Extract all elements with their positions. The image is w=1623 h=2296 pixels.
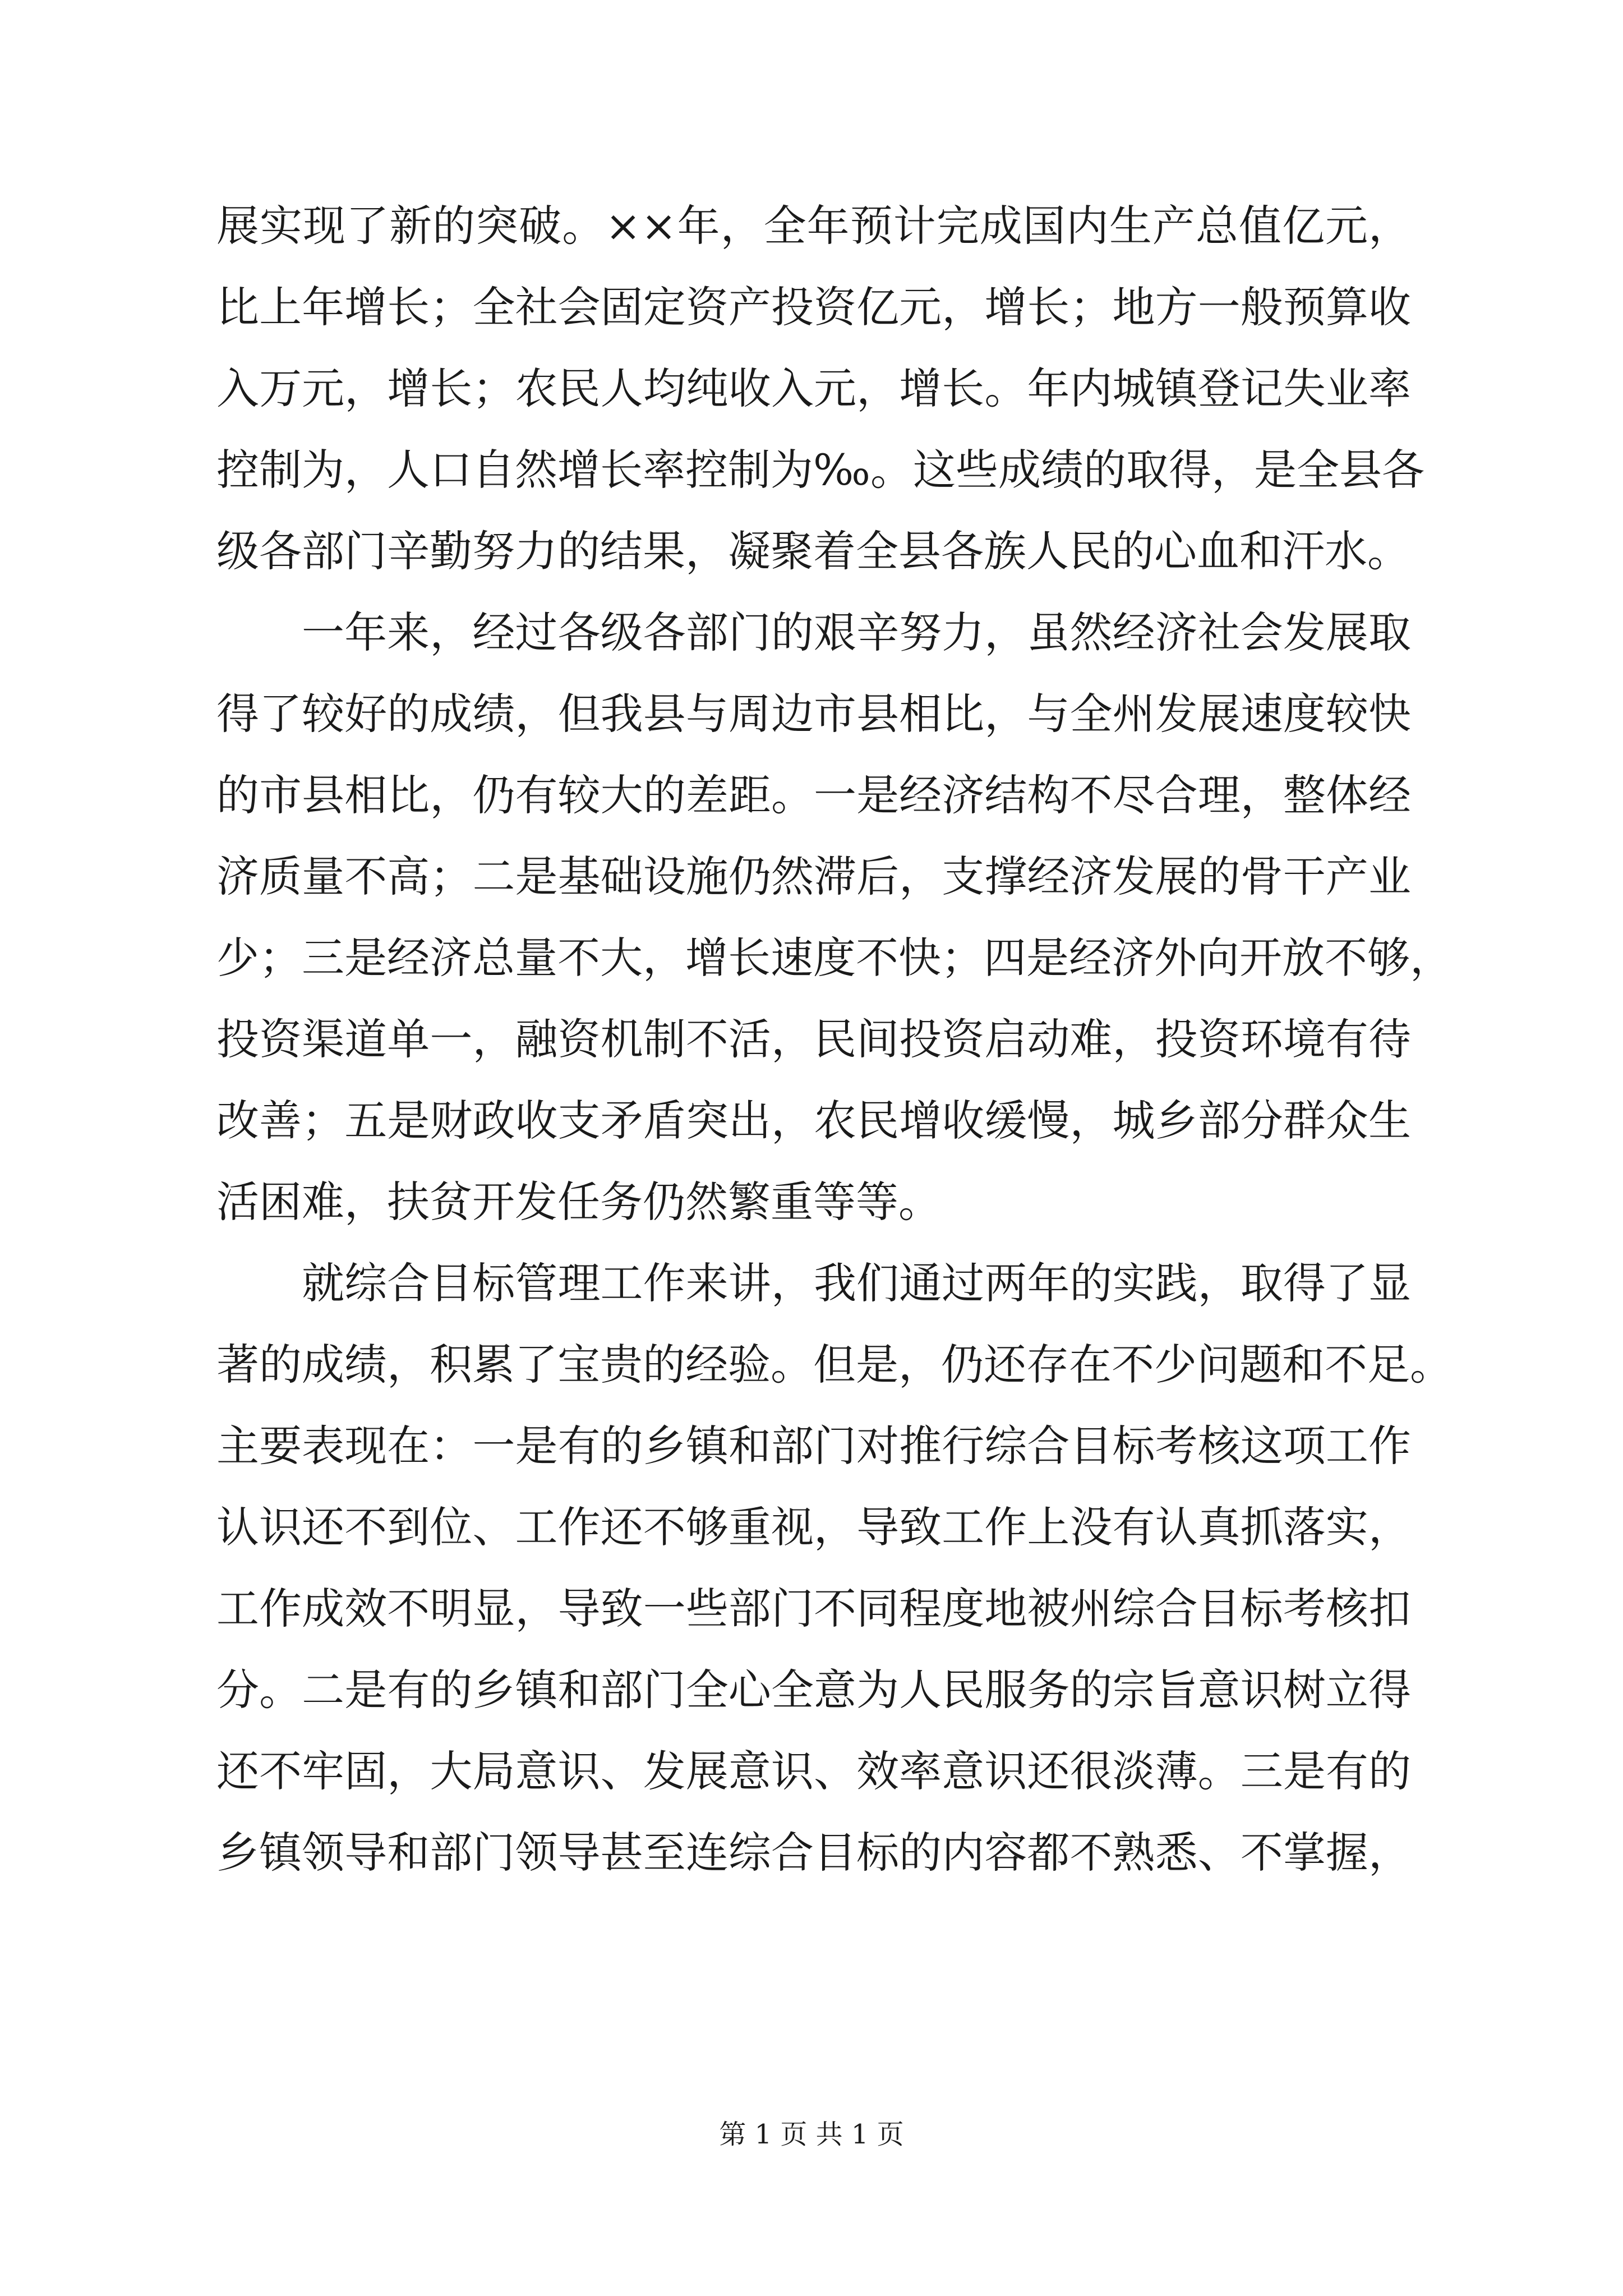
text-line: 级各部门辛勤努力的结果，凝聚着全县各族人民的心血和汗水。 <box>216 526 1410 576</box>
document-body <box>216 185 1453 1893</box>
text-line: 比上年增长；全社会固定资产投资亿元，增长；地方一般预算收 <box>216 282 1411 332</box>
text-line: 济质量不高；二是基础设施仍然滞后，支撑经济发展的骨干产业 <box>216 852 1411 901</box>
text-line: 少；三是经济总量不大，增长速度不快；四是经济外向开放不够， <box>216 933 1453 983</box>
text-line: 工作成效不明显，导致一些部门不同程度地被州综合目标考核扣 <box>216 1584 1411 1634</box>
text-line: 一年来，经过各级各部门的艰辛努力，虽然经济社会发展取 <box>302 608 1411 657</box>
text-line: 得了较好的成绩，但我县与周边市县相比，与全州发展速度较快 <box>216 689 1411 739</box>
text-line: 控制为，人口自然增长率控制为‰。这些成绩的取得，是全县各 <box>216 445 1424 495</box>
text-line: 改善；五是财政收支矛盾突出，农民增收缓慢，城乡部分群众生 <box>216 1096 1411 1145</box>
text-line: 主要表现在：一是有的乡镇和部门对推行综合目标考核这项工作 <box>216 1421 1411 1471</box>
text-line: 乡镇领导和部门领导甚至连综合目标的内容都不熟悉、不掌握， <box>216 1828 1411 1878</box>
page-footer: 第 1 页 共 1 页 <box>719 2119 904 2150</box>
text-line: 展实现了新的突破。××年，全年预计完成国内生产总值亿元， <box>216 201 1411 251</box>
text-line: 投资渠道单一，融资机制不活，民间投资启动难，投资环境有待 <box>216 1014 1411 1064</box>
text-line: 认识还不到位、工作还不够重视，导致工作上没有认真抓落实， <box>216 1502 1411 1552</box>
text-line: 入万元，增长；农民人均纯收入元，增长。年内城镇登记失业率 <box>216 364 1411 413</box>
text-line: 就综合目标管理工作来讲，我们通过两年的实践，取得了显 <box>302 1258 1411 1308</box>
text-line: 分。二是有的乡镇和部门全心全意为人民服务的宗旨意识树立得 <box>216 1665 1411 1715</box>
text-line: 活困难，扶贫开发任务仍然繁重等等。 <box>216 1177 941 1227</box>
text-line: 还不牢固，大局意识、发展意识、效率意识还很淡薄。三是有的 <box>216 1746 1411 1796</box>
text-line: 的市县相比，仍有较大的差距。一是经济结构不尽合理，整体经 <box>216 770 1411 820</box>
text-line: 著的成绩，积累了宝贵的经验。但是，仍还存在不少问题和不足。 <box>216 1340 1453 1389</box>
